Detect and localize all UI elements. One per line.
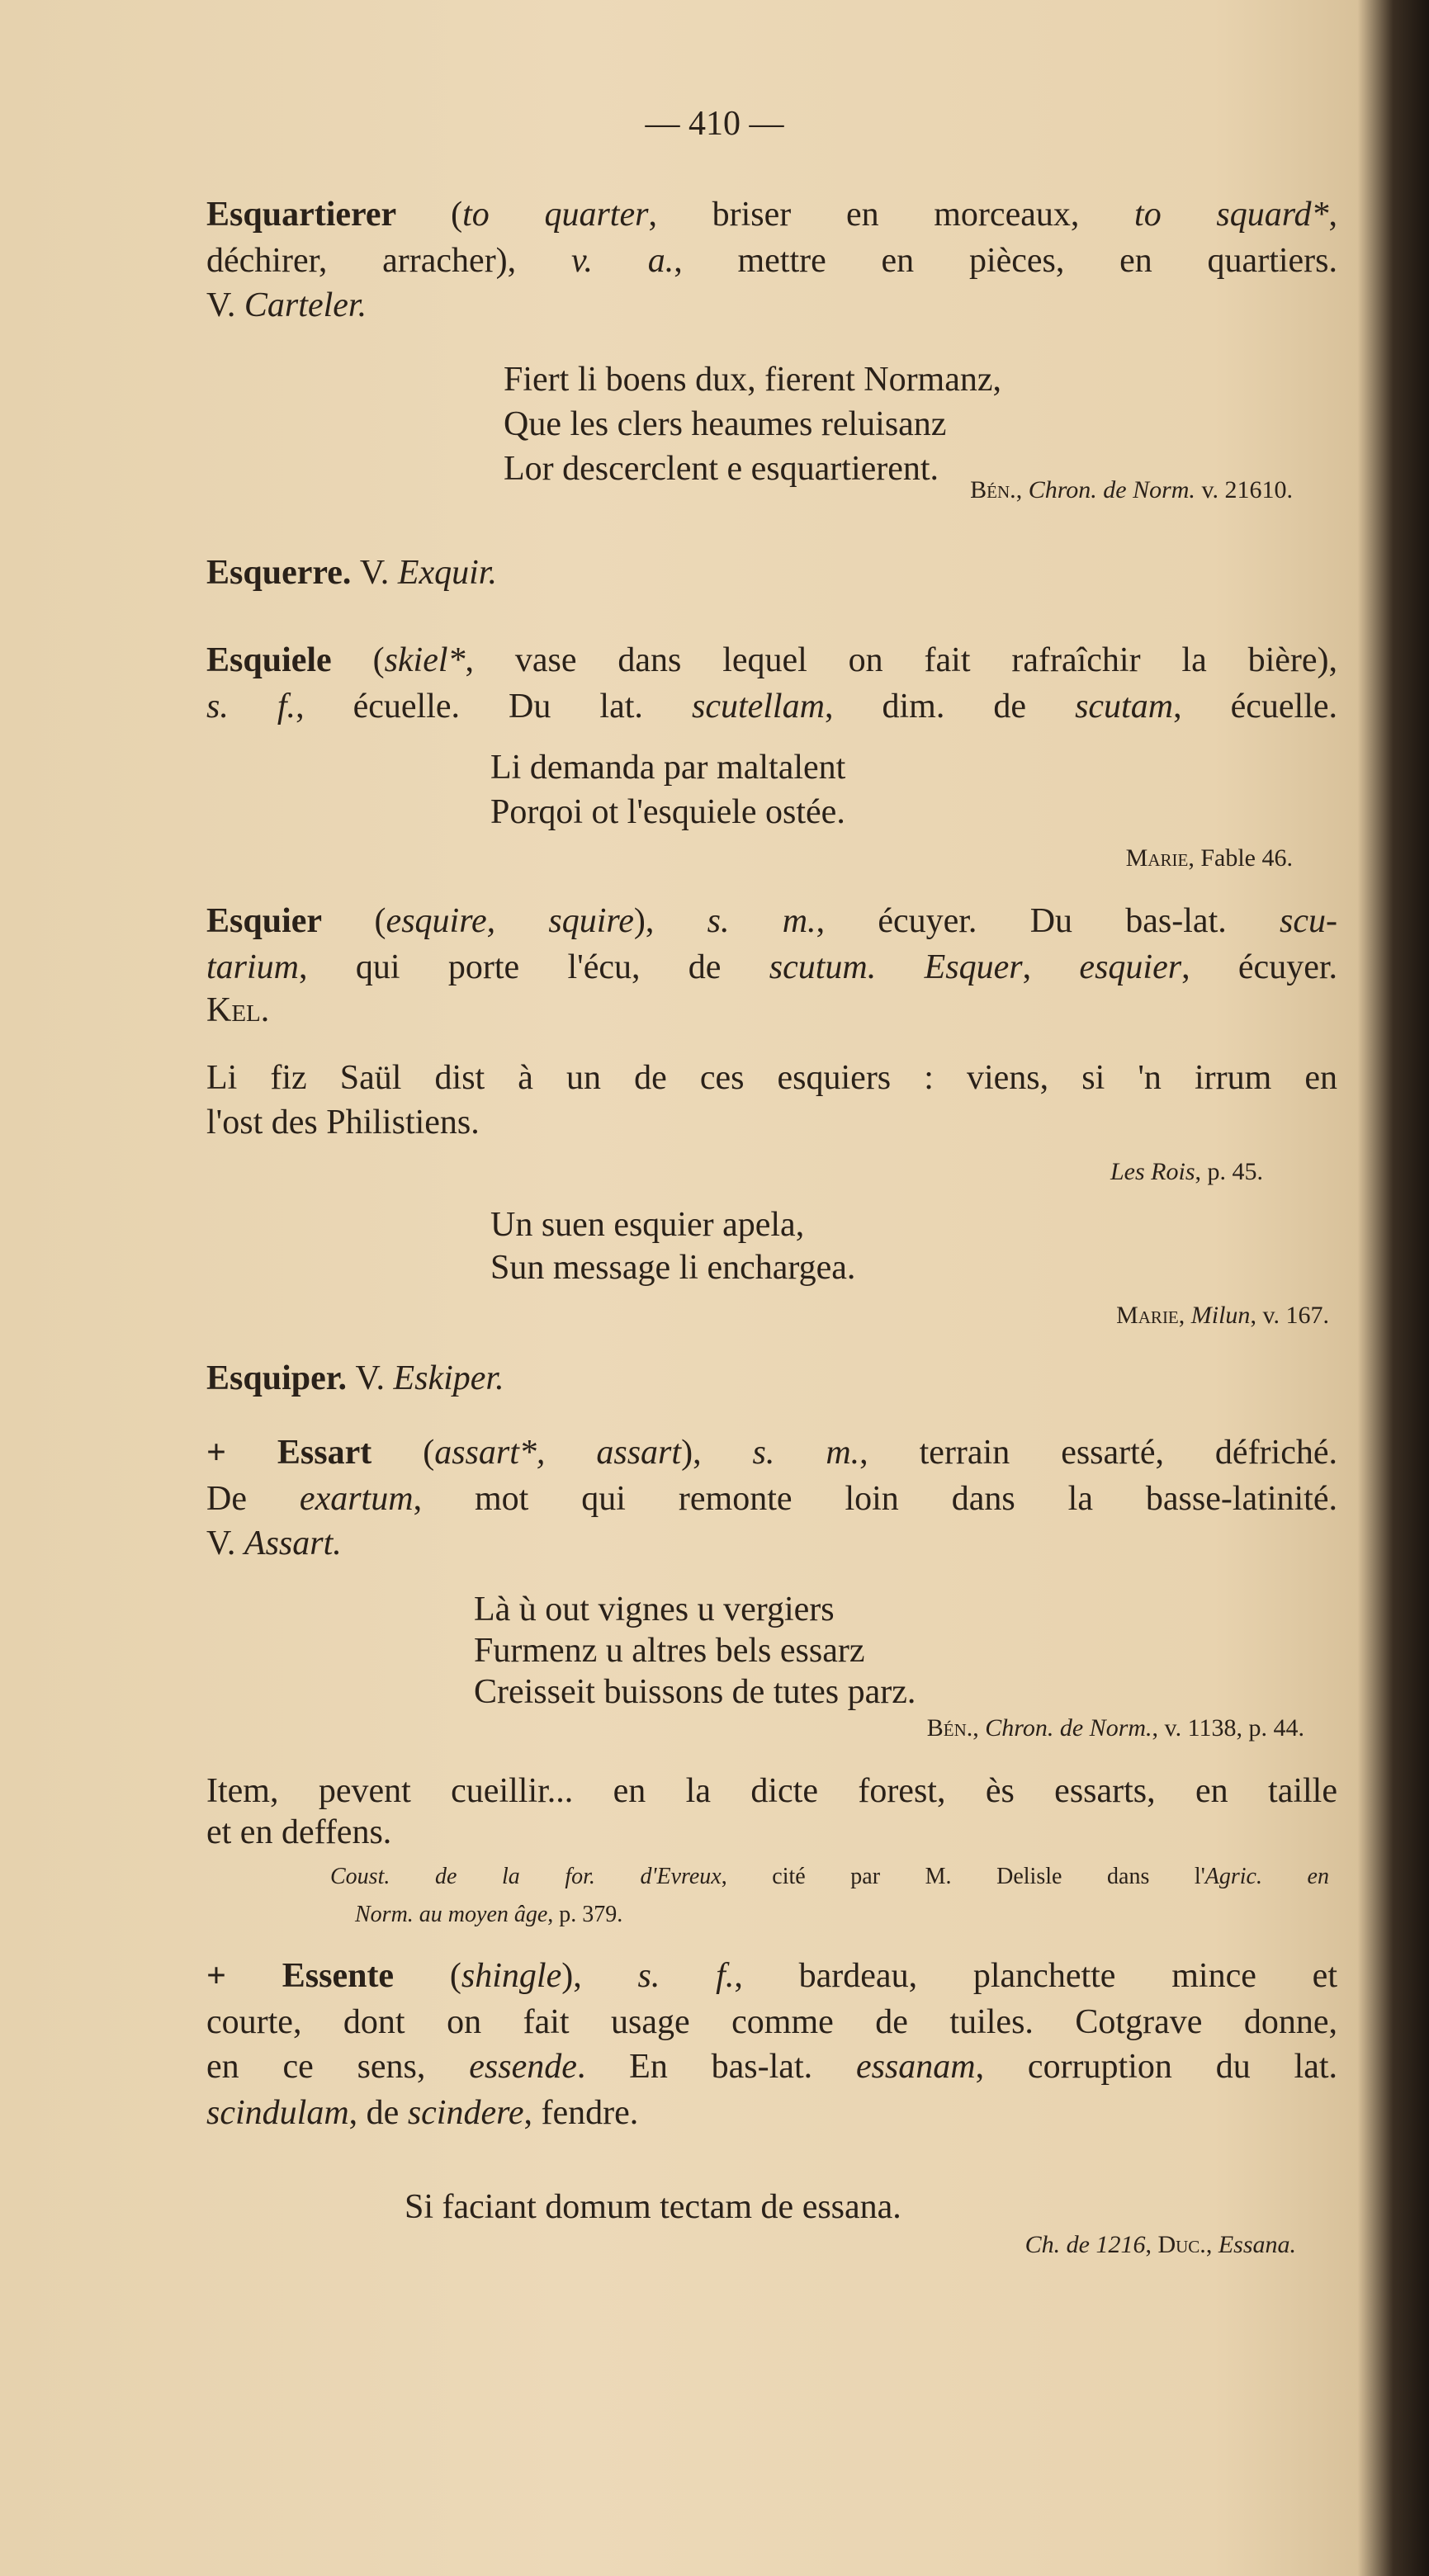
italic-text: v. a. <box>570 242 674 280</box>
text: Porqoi ot l'esquiele ostée. <box>490 793 845 831</box>
quote-line <box>474 1586 835 1633</box>
italic-text: s. f. <box>206 688 296 726</box>
text: Si faciant domum tectam de essana. <box>405 2188 901 2226</box>
quote-line <box>504 401 946 447</box>
italic-text: s. m. <box>752 1434 860 1472</box>
italic-text: Carteler. <box>244 286 367 324</box>
author-name: Bén. <box>970 476 1016 503</box>
text: , p. 45. <box>1195 1158 1263 1185</box>
text: ( <box>372 641 385 679</box>
text: V. <box>355 1359 394 1397</box>
italic-text: esquire, squire <box>386 902 634 940</box>
text: , <box>972 1714 986 1742</box>
text-line <box>206 238 1337 284</box>
text-line <box>206 1768 1337 1814</box>
italic-text: skiel* <box>384 641 466 679</box>
text: , mettre en pièces, en quartiers. <box>674 242 1337 280</box>
text: , terrain essarté, défriché. <box>859 1434 1337 1472</box>
italic-text: scutellam <box>691 688 825 726</box>
headword: Esquiper. <box>206 1359 356 1397</box>
text: et en deffens. <box>206 1813 392 1851</box>
italic-text: to quarter <box>462 196 649 234</box>
italic-text: Eskiper. <box>393 1359 504 1397</box>
text: ( <box>449 1957 461 1995</box>
text-line <box>206 1430 1337 1476</box>
text: , bardeau, planchette mince et <box>734 1957 1337 1995</box>
text: Creisseit buissons de tutes parz. <box>474 1673 916 1711</box>
quote-line <box>504 357 1001 403</box>
text: Fiert li boens dux, fierent Normanz, <box>504 361 1002 399</box>
italic-text: Essana. <box>1218 2231 1296 2258</box>
text: Li fiz Saül dist à un de ces esquiers : viens, si 'n irrum en <box>206 1059 1337 1097</box>
italic-text: Coust. de la for. d'Evreux <box>330 1864 722 1889</box>
text-line <box>206 282 367 328</box>
citation-line <box>504 1293 1329 1339</box>
text-line <box>206 683 1337 730</box>
text: , écuyer. Du bas-lat. <box>816 902 1280 940</box>
text-line <box>206 1999 1337 2045</box>
text: , vase dans lequel on fait rafraîchir la bière), <box>465 641 1337 679</box>
italic-text: Agric. en <box>1204 1864 1329 1889</box>
headword: Esquiele <box>206 641 373 679</box>
author-name: Duc. <box>1157 2231 1206 2258</box>
text: courte, dont on fait usage comme de tuiles. Cotgrave donne, <box>206 2003 1337 2041</box>
italic-text: Chron. de Norm. <box>1028 476 1195 503</box>
text: , <box>1205 2231 1218 2258</box>
italic-text: tarium <box>206 948 300 986</box>
quote-line <box>490 744 845 791</box>
headword: Esquartierer <box>206 196 452 234</box>
text: , cité par M. Delisle dans l' <box>721 1864 1205 1889</box>
text: Lor descerclent e esquartierent. <box>504 450 939 488</box>
quote-line <box>474 1628 865 1674</box>
text: Sun message li enchargea. <box>490 1249 856 1287</box>
text-line <box>206 1055 1337 1101</box>
italic-text: exartum <box>299 1480 414 1518</box>
text: , qui porte l'écu, de <box>299 948 769 986</box>
text: , <box>1022 948 1080 986</box>
italic-text: esquier <box>1079 948 1182 986</box>
quote-line <box>490 1245 855 1291</box>
italic-text: Assart. <box>244 1524 342 1562</box>
italic-text: assart*, assart <box>434 1434 682 1472</box>
text-line <box>206 1953 1337 1999</box>
text: . En bas-lat. <box>576 2048 856 2086</box>
text-line <box>206 550 497 596</box>
italic-text: to squard* <box>1134 196 1329 234</box>
text: en ce sens, <box>206 2048 470 2086</box>
text: , p. 379. <box>547 1902 623 1927</box>
text: , <box>1178 1302 1191 1329</box>
page-number: — 410 — <box>645 105 784 143</box>
text: V. <box>206 286 244 324</box>
text: ), <box>681 1434 753 1472</box>
text: ), <box>561 1957 638 1995</box>
citation-line <box>479 1705 1304 1751</box>
italic-text: scutum. Esquer <box>769 948 1023 986</box>
text: déchirer, arracher), <box>206 242 571 280</box>
text: Furmenz u altres bels essarz <box>474 1632 865 1670</box>
headword: + Essart <box>206 1434 423 1472</box>
text: Que les clers heaumes reluisanz <box>504 405 947 443</box>
italic-text: Exquir. <box>397 554 497 592</box>
text: , écuelle. Du lat. <box>296 688 692 726</box>
text: ( <box>374 902 386 940</box>
italic-text: s. f. <box>637 1957 735 1995</box>
author-name: Bén. <box>926 1714 973 1742</box>
headword: Esquier <box>206 902 375 940</box>
text: , <box>1015 476 1029 503</box>
text-line <box>206 1355 504 1401</box>
citation-line <box>467 467 1293 513</box>
text-line <box>206 1520 342 1567</box>
text: , <box>1145 2231 1158 2258</box>
text-line <box>206 898 1337 944</box>
text: , corruption du lat. <box>975 2048 1338 2086</box>
italic-text: s. m. <box>707 902 816 940</box>
text: , mot qui remonte loin dans la basse-latinité. <box>413 1480 1337 1518</box>
text: , v. 167. <box>1250 1302 1329 1329</box>
italic-text: Milun <box>1190 1302 1251 1329</box>
italic-text: scindere <box>407 2094 524 2132</box>
author-name: Marie <box>1125 844 1189 872</box>
text-line <box>206 1476 1337 1522</box>
text: v. 21610. <box>1195 476 1293 503</box>
italic-text: essende <box>469 2048 577 2086</box>
text: , Fable 46. <box>1188 844 1293 872</box>
italic-text: scu- <box>1280 902 1337 940</box>
text: , fendre. <box>523 2094 639 2132</box>
citation-line <box>471 2222 1296 2268</box>
text: , écuyer. <box>1181 948 1337 986</box>
citation-line <box>355 1892 622 1938</box>
italic-text: Ch. de 1216 <box>1024 2231 1146 2258</box>
quote-line <box>490 789 845 835</box>
italic-text: Les Rois <box>1110 1158 1195 1185</box>
text-line <box>206 191 1337 238</box>
text: V. <box>359 554 398 592</box>
text: , écuelle. <box>1173 688 1338 726</box>
text-line <box>206 1809 391 1855</box>
text: ), <box>633 902 707 940</box>
text: , <box>1328 196 1338 234</box>
text: De <box>206 1480 300 1518</box>
text: ( <box>423 1434 435 1472</box>
text-line <box>206 637 1337 683</box>
text-line <box>206 1099 480 1146</box>
quote-line <box>490 1202 804 1248</box>
text-line <box>206 2090 638 2136</box>
text: Là ù out vignes u vergiers <box>474 1591 835 1628</box>
italic-text: shingle <box>461 1957 562 1995</box>
citation-line <box>467 835 1293 882</box>
text: l'ost des Philistiens. <box>206 1104 480 1141</box>
text: ( <box>451 196 463 234</box>
text: , briser en morceaux, <box>648 196 1135 234</box>
text-line <box>206 944 1337 990</box>
author-name: Kel. <box>206 991 270 1029</box>
text: Li demanda par maltalent <box>490 749 846 787</box>
text-line <box>206 987 269 1033</box>
italic-text: scutam <box>1075 688 1174 726</box>
italic-text: Chron. de Norm. <box>985 1714 1152 1742</box>
text: , v. 1138, p. 44. <box>1152 1714 1304 1742</box>
italic-text: scindulam <box>206 2094 349 2132</box>
text: , de <box>348 2094 408 2132</box>
text: V. <box>206 1524 244 1562</box>
text: Item, pevent cueillir... en la dicte forest, ès essarts, en taille <box>206 1772 1337 1810</box>
italic-text: essanam <box>855 2048 976 2086</box>
italic-text: Norm. au moyen âge <box>355 1902 548 1927</box>
headword: + Essente <box>206 1957 450 1995</box>
citation-line <box>438 1149 1263 1195</box>
headword: Esquerre. <box>206 554 360 592</box>
text: , dim. de <box>824 688 1076 726</box>
text: Un suen esquier apela, <box>490 1206 805 1244</box>
text-line <box>206 2044 1337 2090</box>
author-name: Marie <box>1116 1302 1179 1329</box>
